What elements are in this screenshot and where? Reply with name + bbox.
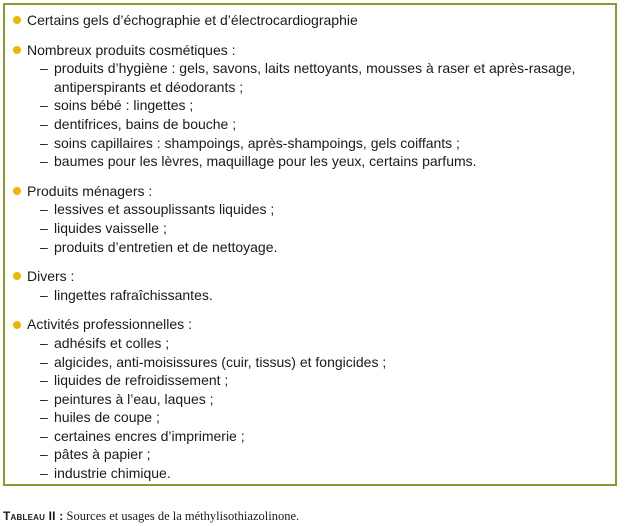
dash-icon: – (40, 427, 48, 444)
list-item (13, 334, 615, 353)
list-item (13, 238, 615, 257)
sources-table (3, 3, 617, 486)
table-caption (3, 509, 299, 524)
list-item (13, 59, 614, 96)
bullet-icon (13, 272, 21, 280)
dash-icon: – (40, 465, 48, 482)
list-item-text: huiles de coupe ; (54, 409, 160, 426)
caption-label: Tableau II : (3, 509, 64, 523)
dash-icon: – (40, 390, 48, 407)
dash-icon: – (40, 334, 48, 351)
list-item (13, 115, 615, 134)
bullet-icon (13, 46, 21, 54)
list-item-text: soins bébé : lingettes ; (54, 97, 194, 114)
dash-icon: – (40, 134, 48, 151)
list-item-text: certaines encres d’imprimerie ; (54, 427, 245, 444)
list-item-text: pâtes à papier ; (54, 446, 151, 463)
list-item-text: liquides de refroidissement ; (54, 372, 229, 389)
dash-icon: – (40, 60, 48, 77)
dash-icon: – (40, 409, 48, 426)
list-item (13, 371, 615, 390)
section-menagers (13, 182, 615, 256)
list-item-text: adhésifs et colles ; (54, 334, 170, 351)
caption-text: Sources et usages de la méthylisothiazolinone. (63, 509, 300, 523)
dash-icon: – (40, 201, 48, 218)
bullet-icon (13, 321, 21, 329)
list-item (13, 464, 615, 483)
dash-icon: – (40, 219, 48, 236)
list-item (13, 286, 615, 305)
list-item-text: baumes pour les lèvres, maquillage pour les yeux, certains parfums. (54, 153, 477, 170)
dash-icon: – (40, 97, 48, 114)
list-item-text: dentifrices, bains de bouche ; (54, 115, 237, 132)
list-item-text: soins capillaires : shampoings, après-shampoings, gels coiffants ; (54, 134, 460, 151)
list-item (13, 408, 615, 427)
list-item-text: produits d’entretien et de nettoyage. (54, 238, 278, 255)
list-item-text: industrie chimique. (54, 465, 171, 482)
bullet-icon (13, 187, 21, 195)
section-heading (13, 315, 615, 334)
list-item-text: liquides vaisselle ; (54, 219, 167, 236)
section-title: Produits ménagers : (27, 182, 153, 199)
list-item (13, 390, 615, 409)
section-title: Divers : (27, 268, 75, 285)
list-item (13, 134, 615, 153)
dash-icon: – (40, 238, 48, 255)
dash-icon: – (40, 446, 48, 463)
list-item (13, 152, 615, 171)
section-heading (13, 11, 615, 30)
list-item-text: lingettes rafraîchissantes. (54, 286, 213, 303)
dash-icon: – (40, 372, 48, 389)
list-item (13, 427, 615, 446)
section-divers (13, 267, 615, 304)
section-professionnelles (13, 315, 615, 482)
bullet-icon (13, 16, 21, 24)
list-item (13, 96, 615, 115)
list-item-text: lessives et assouplissants liquides ; (54, 201, 275, 218)
section-title: Activités professionnelles : (27, 316, 192, 333)
section-title: Certains gels d’échographie et d’électrocardiographie (27, 12, 358, 28)
dash-icon: – (40, 153, 48, 170)
list-item-text: peintures à l’eau, laques ; (54, 390, 214, 407)
section-title: Nombreux produits cosmétiques : (27, 41, 236, 58)
section-heading (13, 182, 615, 201)
dash-icon: – (40, 286, 48, 303)
list-item-text: produits d’hygiène : gels, savons, laits nettoyants, mousses à raser et après-rasage, antiperspirants et déodorants ; (54, 60, 576, 95)
dash-icon: – (40, 353, 48, 370)
dash-icon: – (40, 115, 48, 132)
section-gels (13, 11, 615, 30)
list-item (13, 353, 615, 372)
list-item-text: algicides, anti-moisissures (cuir, tissus) et fongicides ; (54, 353, 387, 370)
list-item (13, 445, 615, 464)
section-cosmetiques (13, 41, 615, 171)
list-item (13, 200, 615, 219)
list-item (13, 219, 615, 238)
section-heading (13, 41, 615, 60)
section-heading (13, 267, 615, 286)
